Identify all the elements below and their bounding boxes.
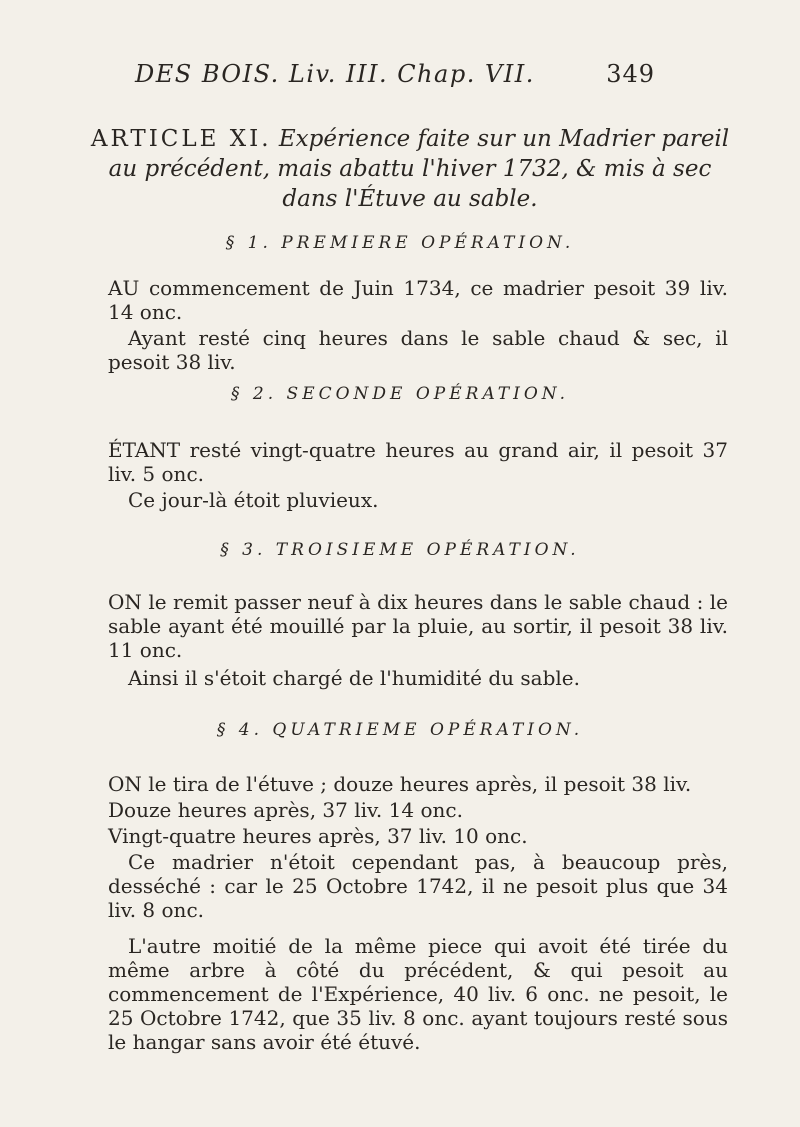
- section-1-paragraph-2: Ayant resté cinq heures dans le sable chaud & sec, il pesoit 38 liv.: [108, 326, 728, 374]
- section-3-paragraph-2: Ainsi il s'étoit chargé de l'humidité du sable.: [128, 666, 580, 690]
- section-1-title: § 1. PREMIERE OPÉRATION.: [225, 233, 575, 253]
- running-head-title: DES BOIS. Liv. III. Chap. VII.: [135, 60, 535, 88]
- page-number: 349: [606, 60, 655, 88]
- running-head: [135, 60, 655, 88]
- section-1-paragraph-1: AU commencement de Juin 1734, ce madrier pesoit 39 liv. 14 onc.: [108, 276, 728, 324]
- section-3-title: § 3. TROISIEME OPÉRATION.: [220, 540, 580, 560]
- section-2-paragraph-1: ÉTANT resté vingt-quatre heures au grand air, il pesoit 37 liv. 5 onc.: [108, 438, 728, 486]
- section-4-paragraph-2: Douze heures après, 37 liv. 14 onc.: [108, 798, 463, 822]
- section-4-paragraph-5: L'autre moitié de la même piece qui avoit été tirée du même arbre à côté du précédent, & qui pesoit au commencement de l'Expérience, 40 liv. 6 onc. ne pesoit, le 25 Octobre 1742, que 35 liv. 8 onc. ayant toujours resté sous le hangar sans avoir été étuvé.: [108, 934, 728, 1054]
- article-title: Expérience faite sur un Madrier pareil au précédent, mais abattu l'hiver 1732, & mis à sec dans l'Étuve au sable.: [108, 126, 730, 212]
- section-4-title: § 4. QUATRIEME OPÉRATION.: [216, 720, 584, 740]
- section-4-paragraph-3: Vingt-quatre heures après, 37 liv. 10 onc.: [108, 824, 528, 848]
- section-2-paragraph-2: Ce jour-là étoit pluvieux.: [128, 488, 379, 512]
- article-label: ARTICLE XI.: [90, 126, 272, 152]
- section-3-paragraph-1: ON le remit passer neuf à dix heures dans le sable chaud : le sable ayant été mouillé par la pluie, au sortir, il pesoit 38 liv. 11 onc.: [108, 590, 728, 662]
- article-heading: [80, 124, 740, 214]
- section-4-paragraph-1: ON le tira de l'étuve ; douze heures après, il pesoit 38 liv.: [108, 772, 692, 796]
- section-4-paragraph-4: Ce madrier n'étoit cependant pas, à beaucoup près, desséché : car le 25 Octobre 1742, il ne pesoit plus que 34 liv. 8 onc.: [108, 850, 728, 922]
- section-2-title: § 2. SECONDE OPÉRATION.: [231, 384, 569, 404]
